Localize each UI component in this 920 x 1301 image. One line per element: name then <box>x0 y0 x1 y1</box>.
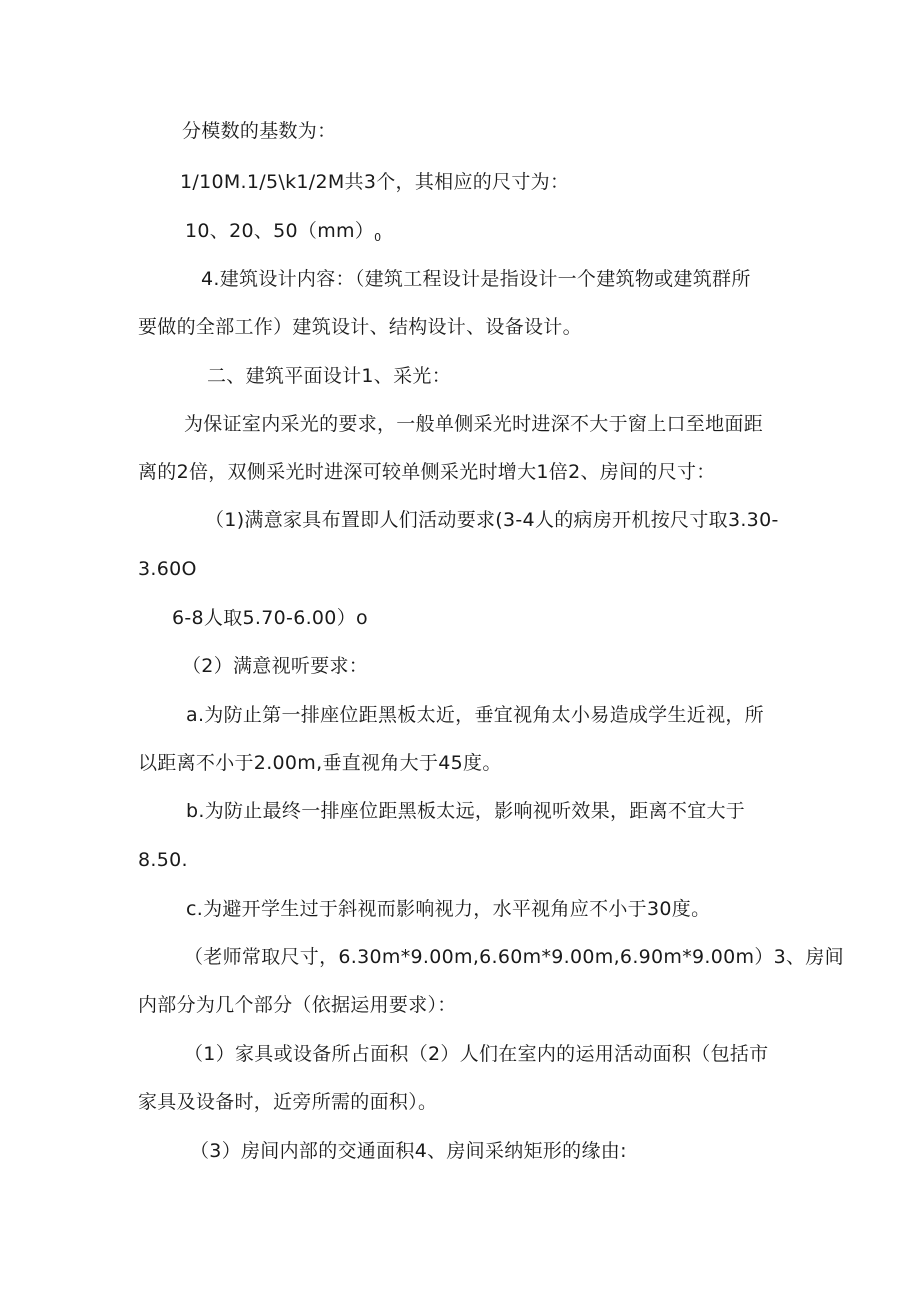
section-heading: 二、建筑平面设计1、采光： <box>207 365 451 387</box>
text-line: c.为避开学生过于斜视而影响视力，水平视角应不小于30度。 <box>186 898 711 920</box>
text-line: 4.建筑设计内容：（建筑工程设计是指设计一个建筑物或建筑群所 <box>201 268 751 290</box>
text-line: 内部分为几个部分（依据运用要求）： <box>138 994 457 1016</box>
text-line: 3.60O <box>138 558 197 580</box>
text-line: （1）家具或设备所占面积（2）人们在室内的运用活动面积（包括市 <box>184 1043 769 1065</box>
text-line: 6-8人取5.70-6.00）o <box>172 607 368 629</box>
text-line: 1/10M.1/5\k1/2M共3个，其相应的尺寸为： <box>180 171 570 193</box>
text-line: 为保证室内采光的要求，一般单侧采光时进深不大于窗上口至地面距 <box>184 413 764 435</box>
text-line: 要做的全部工作）建筑设计、结构设计、设备设计。 <box>138 316 582 338</box>
text-line: （2）满意视听要求： <box>182 655 369 677</box>
text-line: 以距离不小于2.00m,垂直视角大于45度。 <box>138 752 502 774</box>
text-span: 10、20、50（mm） <box>185 220 375 242</box>
text-line <box>185 219 381 250</box>
text-line: 离的2倍，双侧采光时进深可较单侧采光时增大1倍2、房间的尺寸： <box>138 461 716 483</box>
text-line: （老师常取尺寸，6.30m*9.00m,6.60m*9.00m,6.90m*9.00m）3、房间 <box>184 946 844 968</box>
text-line: a.为防止第一排座位距黑板太近，垂宜视角太小易造成学生近视，所 <box>186 704 764 726</box>
text-subscript: 0 <box>374 231 382 244</box>
text-line: b.为防止最终一排座位距黑板太远，影响视听效果，距离不宜大于 <box>186 800 746 822</box>
text-line: 分模数的基数为： <box>182 120 337 142</box>
text-line: （1)满意家具布置即人们活动要求(3-4人的病房开机按尺寸取3.30- <box>205 509 779 531</box>
text-line: 8.50. <box>138 849 188 871</box>
text-line: 家具及设备时，近旁所需的面积）。 <box>138 1091 438 1113</box>
text-line: （3）房间内部的交通面积4、房间采纳矩形的缘由: <box>190 1140 627 1162</box>
